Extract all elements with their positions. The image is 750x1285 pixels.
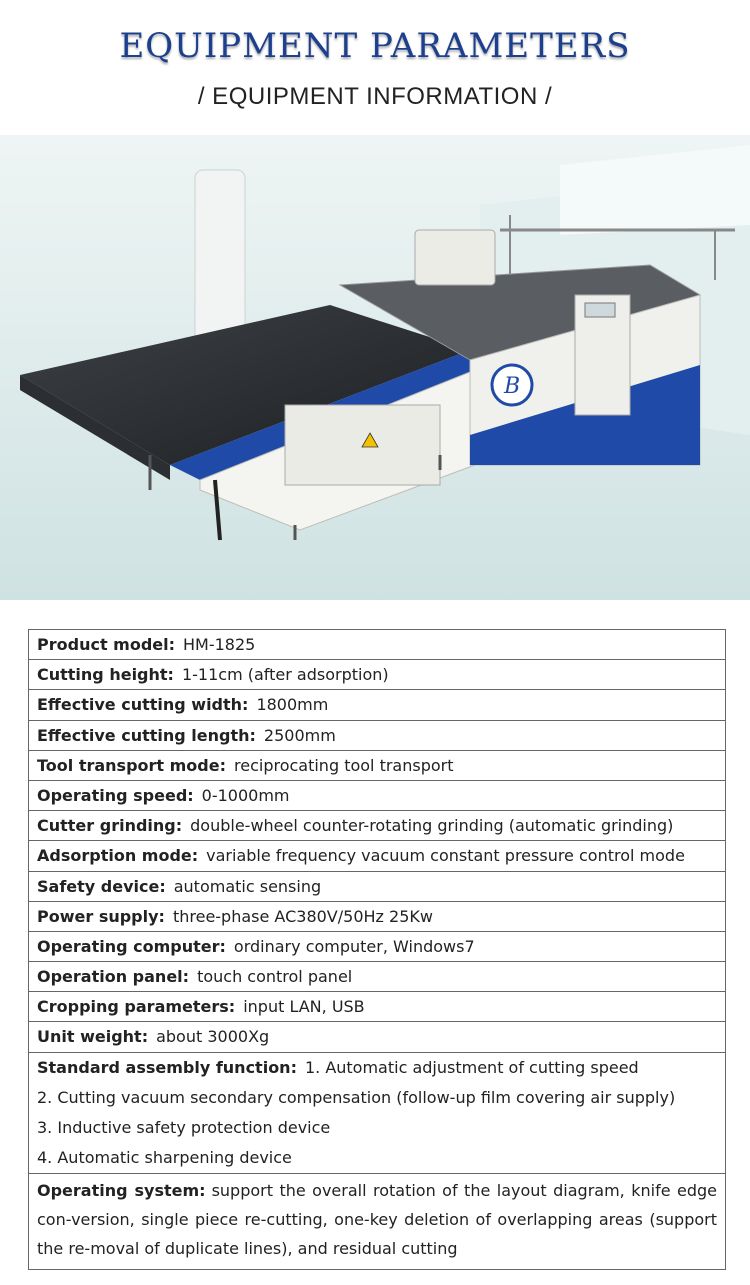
spec-label: Effective cutting width: (37, 695, 249, 715)
spec-value: 2500mm (263, 725, 336, 745)
spec-label: Safety device: (37, 876, 166, 896)
spec-label: Effective cutting length: (37, 725, 256, 745)
spec-row (29, 811, 725, 841)
spec-label: Cutting height: (37, 665, 174, 685)
spec-row (29, 872, 725, 902)
spec-value: about 3000Xg (156, 1027, 270, 1047)
spec-value: input LAN, USB (243, 997, 365, 1017)
assembly-item: 3. Inductive safety protection device (37, 1118, 331, 1137)
spec-label: Cropping parameters: (37, 997, 236, 1017)
spec-label: Adsorption mode: (37, 846, 199, 866)
spec-row (29, 962, 725, 992)
operating-system-value: support the overall rotation of the layout diagram, knife edge con-version, single piece re-cutting, one-key deletion of overlapping areas (support the re-moval of duplicate lines), and residual cutting (37, 1181, 718, 1259)
spec-value: three-phase AC380V/50Hz 25Kw (172, 906, 433, 926)
spec-label: Operating speed: (37, 785, 194, 805)
assembly-item: 1. Automatic adjustment of cutting speed (304, 1057, 639, 1077)
spec-row (29, 630, 725, 660)
operating-system-label: Operating system: (37, 1181, 206, 1201)
spec-label: Power supply: (37, 906, 165, 926)
spec-row (29, 992, 725, 1022)
page-subtitle: / EQUIPMENT INFORMATION / (197, 83, 553, 110)
spec-row (29, 902, 725, 932)
spec-table (28, 629, 726, 1270)
spec-value: ordinary computer, Windows7 (233, 936, 475, 956)
assembly-item: 2. Cutting vacuum secondary compensation (follow-up film covering air supply) (37, 1087, 676, 1107)
operating-system-row (29, 1174, 725, 1270)
spec-label: Cutter grinding: (37, 816, 183, 836)
spec-row (29, 721, 725, 751)
spec-value: HM-1825 (183, 635, 256, 654)
spec-label: Operating computer: (37, 936, 226, 956)
spec-value: double-wheel counter-rotating grinding (automatic grinding) (190, 816, 674, 836)
spec-row (29, 781, 725, 811)
spec-value: 1-11cm (after adsorption) (181, 665, 389, 685)
spec-row (29, 1022, 725, 1052)
spec-row (29, 690, 725, 720)
spec-value: 0-1000mm (201, 785, 290, 805)
spec-label: Unit weight: (37, 1027, 149, 1047)
spec-value: 1800mm (256, 695, 329, 715)
assembly-item: 4. Automatic sharpening device (37, 1148, 292, 1168)
spec-value: reciprocating tool transport (234, 755, 454, 775)
spec-label: Product model: (37, 635, 176, 654)
spec-row (29, 932, 725, 962)
machine-photo (0, 135, 750, 600)
spec-value: variable frequency vacuum constant pressure control mode (206, 846, 685, 866)
page-title: EQUIPMENT PARAMETERS (119, 26, 631, 66)
assembly-label: Standard assembly function: (37, 1057, 297, 1077)
spec-label: Tool transport mode: (37, 755, 226, 775)
assembly-function-row (29, 1053, 725, 1175)
brand-logo-mark: B (504, 374, 521, 399)
spec-row (29, 660, 725, 690)
spec-value: automatic sensing (173, 876, 322, 896)
spec-row (29, 751, 725, 781)
spec-label: Operation panel: (37, 967, 190, 987)
spec-value: touch control panel (197, 967, 353, 987)
spec-row (29, 841, 725, 871)
